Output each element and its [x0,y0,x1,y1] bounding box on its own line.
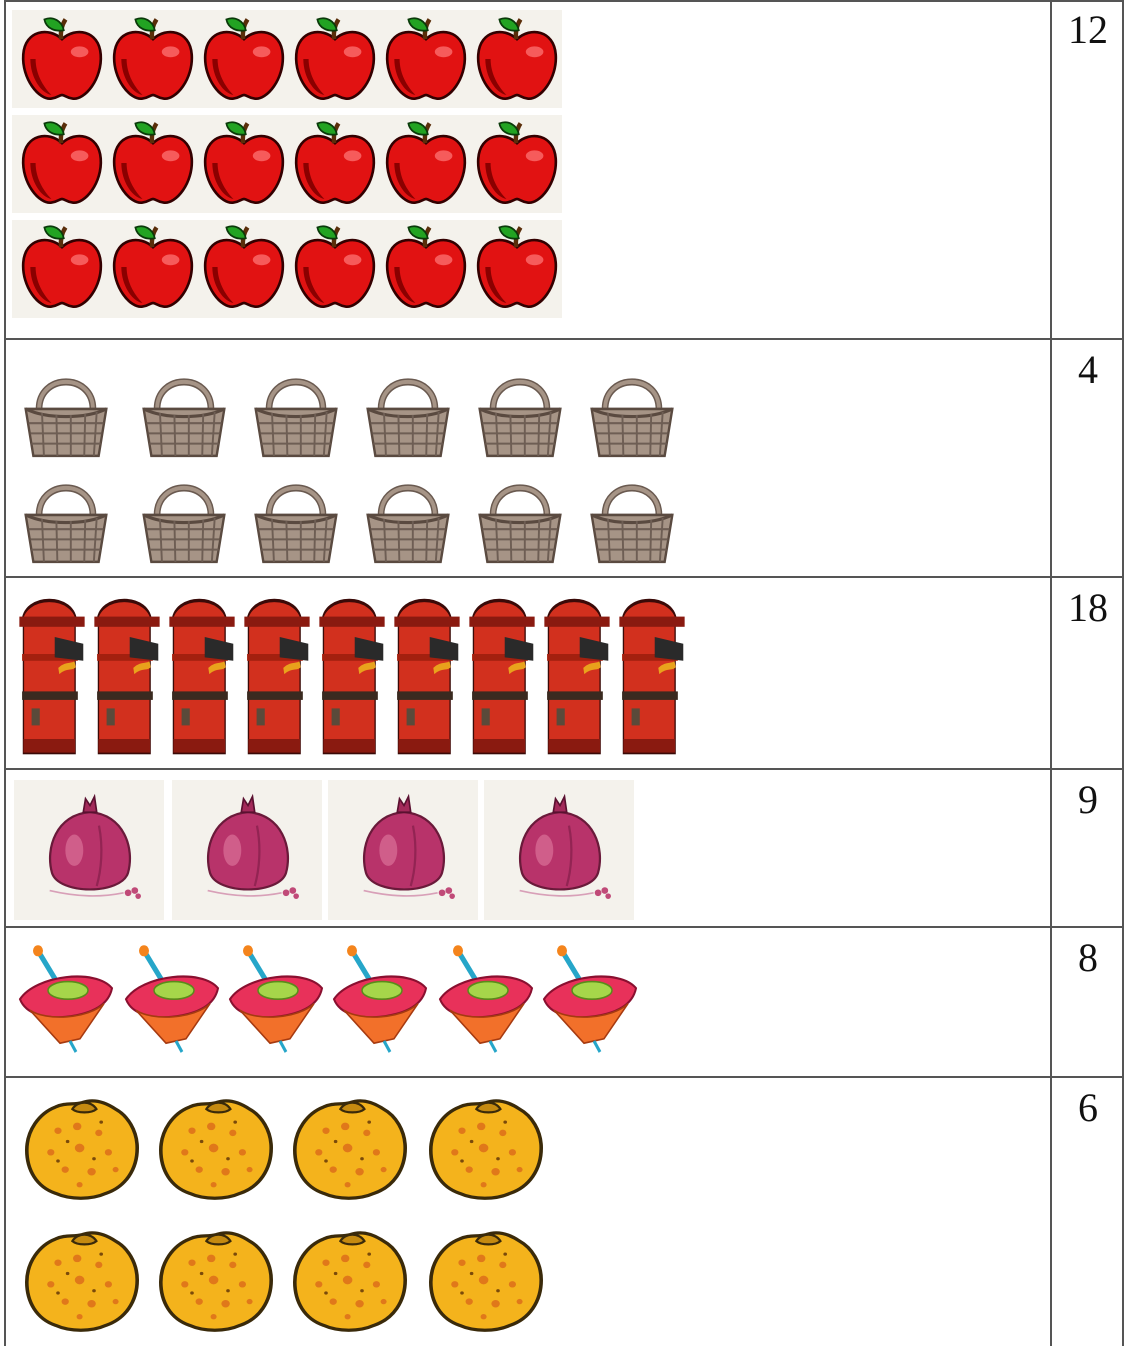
answer-number: 12 [1068,7,1108,52]
table-row [4,770,1124,928]
orange-icon [22,1226,142,1334]
answer-number: 8 [1078,935,1098,980]
basket-icon [248,362,344,464]
orange-icon [290,1094,410,1202]
picture-cell [4,578,1050,768]
postbox-icon [393,586,461,756]
postbox-icon [468,586,536,756]
postbox-icon [93,586,161,756]
apple-icon [18,118,106,208]
spinning-top-icon [122,942,222,1052]
apple-icon [18,14,106,104]
apple-icon [109,118,197,208]
apple-icon [18,222,106,312]
spinning-top-icon [16,942,116,1052]
picture-cell [4,340,1050,576]
orange-icon [426,1094,546,1202]
table-row [4,340,1124,578]
basket-icon [18,468,114,570]
apple-icon [291,14,379,104]
basket-icon [472,468,568,570]
apple-icon [109,14,197,104]
spinning-top-icon [436,942,536,1052]
apple-icon [473,14,561,104]
picture-cell [4,770,1050,926]
answer-number: 6 [1078,1085,1098,1130]
postbox-icon [243,586,311,756]
table-row [4,1078,1124,1346]
orange-icon [22,1094,142,1202]
answer-number: 9 [1078,777,1098,822]
apple-icon [200,222,288,312]
apple-icon [382,14,470,104]
postbox-icon [618,586,686,756]
picture-cell [4,1078,1050,1346]
orange-icon [156,1094,276,1202]
postbox-icon [318,586,386,756]
pomegranate-icon [348,792,460,904]
table-row [4,578,1124,770]
basket-icon [18,362,114,464]
table-row [4,0,1124,340]
answer-number: 18 [1068,585,1108,630]
picture-cell [4,0,1050,338]
basket-icon [136,468,232,570]
basket-icon [248,468,344,570]
apple-icon [473,118,561,208]
apple-icon [382,118,470,208]
postbox-icon [18,586,86,756]
apple-icon [473,222,561,312]
picture-cell [4,928,1050,1076]
postbox-icon [543,586,611,756]
orange-icon [426,1226,546,1334]
answer-number: 4 [1078,347,1098,392]
table-row [4,928,1124,1078]
orange-icon [290,1226,410,1334]
orange-icon [156,1226,276,1334]
pomegranate-icon [504,792,616,904]
basket-icon [584,468,680,570]
spinning-top-icon [330,942,430,1052]
apple-icon [200,118,288,208]
basket-icon [360,468,456,570]
basket-icon [472,362,568,464]
spinning-top-icon [226,942,326,1052]
apple-icon [291,118,379,208]
spinning-top-icon [540,942,640,1052]
postbox-icon [168,586,236,756]
basket-icon [136,362,232,464]
basket-icon [584,362,680,464]
apple-icon [109,222,197,312]
basket-icon [360,362,456,464]
apple-icon [382,222,470,312]
apple-icon [291,222,379,312]
pomegranate-icon [192,792,304,904]
pomegranate-icon [34,792,146,904]
apple-icon [200,14,288,104]
